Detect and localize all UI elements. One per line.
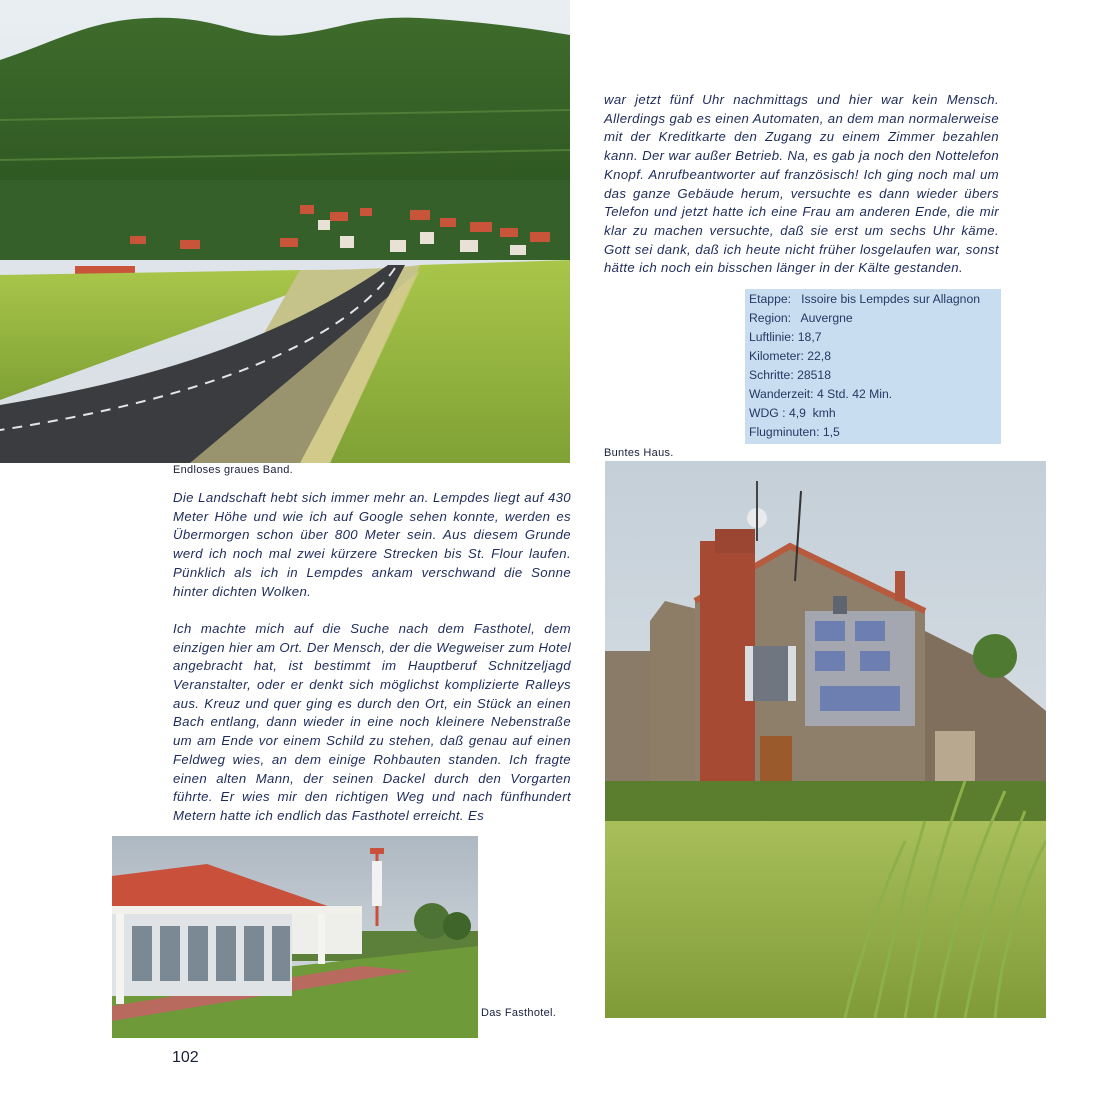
info-row-luftlinie: Luftlinie: 18,7 [749,330,822,344]
caption-road: Endloses graues Band. [173,464,294,476]
info-row-kilometer: Kilometer: 22,8 [749,349,831,363]
page-number: 102 [172,1049,199,1066]
caption-house: Buntes Haus. [604,447,674,459]
info-row-region: Region: Auvergne [749,311,853,325]
info-row-wdg: WDG : 4,9 kmh [749,406,836,420]
info-row-schritte: Schritte: 28518 [749,368,831,382]
house-photo [605,461,1046,1018]
info-row-etappe: Etappe: Issoire bis Lempdes sur Allagnon [749,292,981,306]
caption-hotel: Das Fasthotel. [481,1007,557,1019]
right-column-text: war jetzt fünf Uhr nachmittags und hier war kein Mensch. Allerdings gab es einen Automaten, an dem man normalerweise mit der Kreditkarte den Zugang zu einem Zimmer bezahlen kann. Der war außer Betrieb. Na, es gab ja noch den Nottelefon Knopf. Anrufbeantworter auf französisch! Ich ging noch mal um das ganze Gebäude herum, versuchte es dann wieder übers Telefon und jetzt hatte ich eine Frau am anderen Ende, die mir klar zu machen versuchte, daß sie erst um sechs Uhr käme. Gott sei dank, daß ich heute nicht früher losgelaufen war, sonst hätte ich noch ein bisschen länger in der Kälte gestanden. [604,92,999,276]
info-row-flugminuten: Flugminuten: 1,5 [749,425,840,439]
hotel-photo [112,836,478,1038]
left-paragraph-1: Die Landschaft hebt sich immer mehr an. Lempdes liegt auf 430 Meter Höhe und wie ich auf Google sehen konnte, werden es Übermorgen schon über 800 Meter sein. Aus diesem Grunde werd ich noch mal zwei kürzere Strecken bis St. Flour laufen. Pünklich als ich in Lempdes ankam verschwand die Sonne hinter dichten Wolken. [173,490,571,599]
left-paragraph-2: Ich machte mich auf die Suche nach dem Fasthotel, dem einzigen hier am Ort. Der Mensch, der die Wegweiser zum Hotel angebracht hat, ist bestimmt im Hauptberuf Schnitzeljagd Veranstalter, oder er denkt sich möglichst komplizierte Ralleys aus. Kreuz und quer ging es durch den Ort, ein Stück an einen Bach entlang, dann wieder in eine noch kleinere Nebenstraße um am Ende vor einem Schild zu stehen, daß genau auf einen Feldweg wies, an dem einige Rohbauten standen. Ich fragte einen alten Mann, der seinen Dackel durch den Vorgarten führte. Er wies mir den richtigen Weg und nach fünfhundert Metern hatte ich endlich das Fasthotel erreicht. Es [173,620,571,823]
left-column-text [173,489,571,826]
road-photo [0,0,570,463]
info-row-wanderzeit: Wanderzeit: 4 Std. 42 Min. [749,387,893,401]
stage-info-box [745,289,1001,444]
